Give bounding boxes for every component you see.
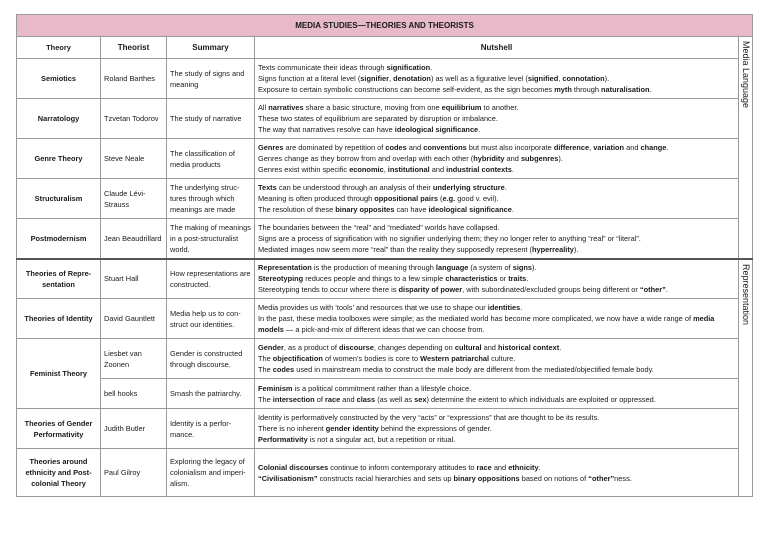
nutshell-line [258, 84, 735, 95]
nutshell-cell [255, 139, 739, 179]
key-term: narratives [268, 103, 304, 112]
text-segment: and [406, 143, 424, 152]
theory-cell: Theories of Repre-sentation [17, 259, 101, 299]
nutshell-line [258, 284, 735, 295]
text-segment: Media provides us with ‘tools’ and resources that we use to shape our [258, 303, 488, 312]
text-segment: good v. evil). [455, 194, 499, 203]
key-term: Stereotyping [258, 274, 304, 284]
nutshell-line [258, 313, 735, 335]
theory-cell: Feminist Theory [17, 339, 101, 409]
table-title: MEDIA STUDIES—THEORIES AND THEORISTS [17, 15, 753, 37]
text-segment: behind the expressions of gender. [378, 424, 492, 433]
nutshell-line [258, 222, 735, 233]
key-term: economic [349, 165, 384, 174]
nutshell-line [258, 383, 735, 394]
key-term: industrial contexts [446, 165, 512, 174]
text-segment: but must also incorporate [466, 143, 554, 152]
text-segment: . [504, 183, 507, 192]
key-term: ideological significance [394, 125, 479, 134]
nutshell-line [258, 423, 735, 434]
key-term: codes [385, 143, 407, 152]
key-term: oppositional pairs [374, 194, 438, 203]
text-segment: reduces people and things to a few simple [303, 274, 446, 284]
key-term: objectification [272, 354, 323, 363]
key-term: signifier [360, 74, 390, 83]
key-term: media models [258, 314, 715, 334]
text-segment: , changes depending on [373, 343, 455, 352]
table-row [17, 379, 753, 409]
table-row [17, 219, 753, 259]
table-row [17, 339, 753, 379]
text-segment: and [429, 165, 447, 174]
key-term: codes [272, 365, 295, 374]
header-theorist: Theorist [101, 37, 167, 59]
text-segment: or [497, 274, 509, 284]
nutshell-cell [255, 299, 739, 339]
text-segment: can be understood through an analysis of their [276, 183, 433, 192]
nutshell-line [258, 412, 735, 423]
key-term: Representation [258, 263, 312, 273]
text-segment: . [430, 63, 433, 72]
nutshell-line [258, 124, 735, 135]
theorist-cell: Claude Lévi-Strauss [101, 179, 167, 219]
nutshell-line [258, 62, 735, 73]
text-segment: . [520, 303, 523, 312]
text-segment: Identity is performatively constructed by the very “acts” or “expressions” that are thought to be its results. [258, 413, 600, 422]
theories-table [16, 14, 753, 497]
text-segment: , [589, 143, 594, 152]
summary-cell: Identity is a perfor-mance. [167, 409, 255, 449]
key-term: race [476, 462, 492, 472]
nutshell-line [258, 364, 735, 375]
key-term: Performativity [258, 435, 308, 444]
key-term: ethnicity [508, 462, 539, 472]
text-segment: continue to inform contemporary attitudes to [328, 462, 477, 472]
theory-cell: Narratology [17, 99, 101, 139]
text-segment: (as well as [375, 394, 415, 404]
header-theory: Theory [17, 37, 101, 59]
text-segment: ) as well as a figurative level ( [430, 74, 528, 83]
nutshell-cell [255, 379, 739, 409]
key-term: myth [554, 85, 572, 94]
summary-cell: The underlying struc-tures through which meanings are made [167, 179, 255, 219]
theorist-cell: Roland Barthes [101, 59, 167, 99]
nutshell-line [258, 353, 735, 364]
text-segment: based on notions of [519, 473, 589, 483]
theory-cell: Postmodernism [17, 219, 101, 259]
theory-cell: Genre Theory [17, 139, 101, 179]
theorist-cell: David Gauntlett [101, 299, 167, 339]
theory-cell: Theories of Identity [17, 299, 101, 339]
key-term: Colonial discourses [258, 462, 329, 472]
key-term: signification [386, 63, 431, 72]
nutshell-line [258, 273, 735, 284]
text-segment: Signs function at a literal level ( [258, 74, 361, 83]
text-segment: is not a singular act, but a repetition or ritual. [307, 435, 456, 444]
text-segment: In the past, these media toolboxes were simple; as the mediated world has become more complicated, we now have a wide range of [258, 314, 694, 323]
text-segment: of [314, 394, 325, 404]
side-label-media-language [739, 37, 753, 259]
key-term: class [356, 394, 376, 404]
key-term: underlying structure [432, 183, 505, 192]
theorist-cell: Judith Butler [101, 409, 167, 449]
table-row [17, 139, 753, 179]
text-segment: is a political commitment rather than a lifestyle choice. [292, 383, 472, 393]
summary-cell: Gender is constructed through discourse. [167, 339, 255, 379]
text-segment: . [511, 205, 514, 214]
text-segment: (a system of [468, 263, 513, 273]
text-segment: , [389, 74, 394, 83]
table-row [17, 59, 753, 99]
key-term: equilibrium [441, 103, 482, 112]
summary-cell: The study of narrative [167, 99, 255, 139]
key-term: ideological significance [428, 205, 512, 214]
key-term: Feminism [258, 383, 293, 393]
nutshell-cell [255, 99, 739, 139]
media-language-label: Media Language [741, 41, 752, 109]
text-segment: and [504, 154, 521, 163]
text-segment: used in mainstream media to construct the male body are different from the mediated/objectified female body. [294, 365, 654, 374]
nutshell-cell [255, 179, 739, 219]
key-term: binary opposites [335, 205, 395, 214]
key-term: hyperreality [532, 244, 574, 254]
nutshell-line [258, 262, 735, 273]
text-segment: and [340, 394, 357, 404]
nutshell-cell [255, 259, 739, 299]
key-term: characteristics [445, 274, 498, 284]
key-term: Texts [258, 183, 277, 192]
nutshell-line [258, 102, 735, 113]
nutshell-cell [255, 219, 739, 259]
header-summary: Summary [167, 37, 255, 59]
nutshell-cell [255, 339, 739, 379]
key-term: signified [527, 74, 559, 83]
key-term: naturalisation [601, 85, 650, 94]
text-segment: ). [558, 154, 563, 163]
table-row [17, 179, 753, 219]
text-segment: — a pick-and-mix of different ideas that we can choose from. [283, 325, 485, 334]
key-term: hybridity [473, 154, 505, 163]
key-term: “Civilisationism” [258, 473, 318, 483]
text-segment: The [258, 365, 273, 374]
text-segment: Genres exist within specific [258, 165, 350, 174]
key-term: binary oppositions [453, 473, 520, 483]
text-segment: can have [394, 205, 429, 214]
nutshell-line [258, 342, 735, 353]
text-segment: are dominated by repetition of [283, 143, 386, 152]
key-term: Western patriarchal [420, 354, 490, 363]
nutshell-line [258, 244, 735, 255]
key-term: change [640, 143, 667, 152]
text-segment: and [481, 343, 498, 352]
text-segment: Meaning is often produced through [258, 194, 375, 203]
text-segment: culture. [489, 354, 516, 363]
nutshell-line [258, 153, 735, 164]
text-segment: The boundaries between the “real” and “mediated” worlds have collapsed. [258, 222, 500, 232]
key-term: institutional [387, 165, 430, 174]
text-segment: . [649, 85, 652, 94]
theorist-cell: Liesbet van Zoonen [101, 339, 167, 379]
text-segment: , as a product of [283, 343, 339, 352]
theorist-cell: bell hooks [101, 379, 167, 409]
key-term: difference [553, 143, 590, 152]
nutshell-line [258, 73, 735, 84]
theorist-cell: Paul Gilroy [101, 449, 167, 497]
nutshell-line [258, 204, 735, 215]
key-term: race [324, 394, 341, 404]
nutshell-line [258, 233, 735, 244]
text-segment: . [538, 462, 541, 472]
text-segment: and [491, 462, 509, 472]
theorist-cell: Tzvetan Todorov [101, 99, 167, 139]
key-term: identities [487, 303, 521, 312]
key-term: variation [593, 143, 625, 152]
text-segment: ). [604, 74, 610, 83]
nutshell-line [258, 462, 735, 473]
text-segment: ). [573, 244, 579, 254]
text-segment: Texts communicate their ideas through [258, 63, 387, 72]
text-segment: of women’s bodies is core to [322, 354, 421, 363]
theorist-cell: Steve Neale [101, 139, 167, 179]
table-row [17, 99, 753, 139]
text-segment: . [526, 274, 529, 284]
key-term: cultural [454, 343, 482, 352]
key-term: language [435, 263, 469, 273]
nutshell-cell [255, 449, 739, 497]
theory-cell: Structuralism [17, 179, 101, 219]
key-term: “other” [588, 473, 615, 483]
nutshell-line [258, 193, 735, 204]
text-segment: ( [437, 194, 443, 203]
nutshell-line [258, 164, 735, 175]
text-segment: . [478, 125, 481, 134]
text-segment: These two states of equilibrium are separated by disruption or imbalance. [258, 114, 498, 123]
representation-label: Representation [741, 263, 752, 325]
text-segment: through [571, 85, 602, 94]
text-segment: and [624, 143, 641, 152]
text-segment: The [258, 394, 273, 404]
text-segment: constructs racial hierarchies and sets up [317, 473, 454, 483]
nutshell-cell [255, 59, 739, 99]
summary-cell: How representations are constructed. [167, 259, 255, 299]
text-segment: Signs are a process of signification with no signifier underlying them; they no longer refer to anything “real” or “literal”. [258, 233, 641, 243]
table-row [17, 259, 753, 299]
key-term: sex [414, 394, 427, 404]
key-term: connotation [562, 74, 605, 83]
key-term: Genres [258, 143, 284, 152]
summary-cell: The classification of media products [167, 139, 255, 179]
key-term: subgenres [520, 154, 559, 163]
nutshell-cell [255, 409, 739, 449]
table-row [17, 299, 753, 339]
nutshell-line [258, 113, 735, 124]
summary-cell: Smash the patriarchy. [167, 379, 255, 409]
header-nutshell: Nutshell [255, 37, 739, 59]
text-segment: The [258, 354, 273, 363]
theory-cell: Semiotics [17, 59, 101, 99]
text-segment: share a basic structure, moving from one [303, 103, 442, 112]
nutshell-line [258, 142, 735, 153]
nutshell-line [258, 394, 735, 405]
key-term: conventions [423, 143, 467, 152]
text-segment: . [666, 143, 669, 152]
key-term: denotation [393, 74, 431, 83]
text-segment: is the production of meaning through [311, 263, 436, 273]
summary-cell: Exploring the legacy of colonialism and imperi-alism. [167, 449, 255, 497]
text-segment: ness. [614, 473, 632, 483]
key-term: traits [508, 274, 527, 284]
key-term: Gender [258, 343, 284, 352]
theorist-cell: Stuart Hall [101, 259, 167, 299]
summary-cell: The making of meanings in a post-structuralist world. [167, 219, 255, 259]
table-row [17, 449, 753, 497]
nutshell-line [258, 434, 735, 445]
key-term: gender identity [325, 424, 379, 433]
text-segment: There is no inherent [258, 424, 326, 433]
text-segment: to another. [481, 103, 519, 112]
key-term: historical context [497, 343, 560, 352]
text-segment: . [665, 285, 668, 295]
text-segment: ) determine the extent to which individuals are exploited or oppressed. [426, 394, 656, 404]
theory-cell: Theories around ethnicity and Post-colonial Theory [17, 449, 101, 497]
key-term: disparity of power [398, 285, 463, 295]
key-term: “other” [639, 285, 666, 295]
nutshell-line [258, 182, 735, 193]
text-segment: Mediated images now seem more “real” than the reality they supposedly represent ( [258, 244, 532, 254]
theorist-cell: Jean Beaudrillard [101, 219, 167, 259]
summary-cell: The study of signs and meaning [167, 59, 255, 99]
text-segment: The way that narratives resolve can have [258, 125, 395, 134]
key-term: discourse [338, 343, 374, 352]
text-segment: All [258, 103, 269, 112]
key-term: signs [512, 263, 533, 273]
theory-cell: Theories of Gender Performativity [17, 409, 101, 449]
text-segment: Genres change as they borrow from and overlap with each other ( [258, 154, 474, 163]
side-label-representation [739, 259, 753, 497]
summary-cell: Media help us to con-struct our identities. [167, 299, 255, 339]
nutshell-line [258, 473, 735, 484]
nutshell-line [258, 302, 735, 313]
text-segment: . [511, 165, 514, 174]
text-segment: . [559, 343, 562, 352]
text-segment: ). [532, 263, 537, 273]
text-segment: The resolution of these [258, 205, 336, 214]
text-segment: Stereotyping tends to occur where there is [258, 285, 399, 295]
key-term: e.g. [442, 194, 456, 203]
text-segment: , with subordinated/excluded groups being different or [462, 285, 640, 295]
table-row [17, 409, 753, 449]
key-term: intersection [272, 394, 315, 404]
text-segment: , [558, 74, 563, 83]
text-segment: , [383, 165, 388, 174]
text-segment: Exposure to certain symbolic constructions can become self-evident, as the sign becomes [258, 85, 555, 94]
